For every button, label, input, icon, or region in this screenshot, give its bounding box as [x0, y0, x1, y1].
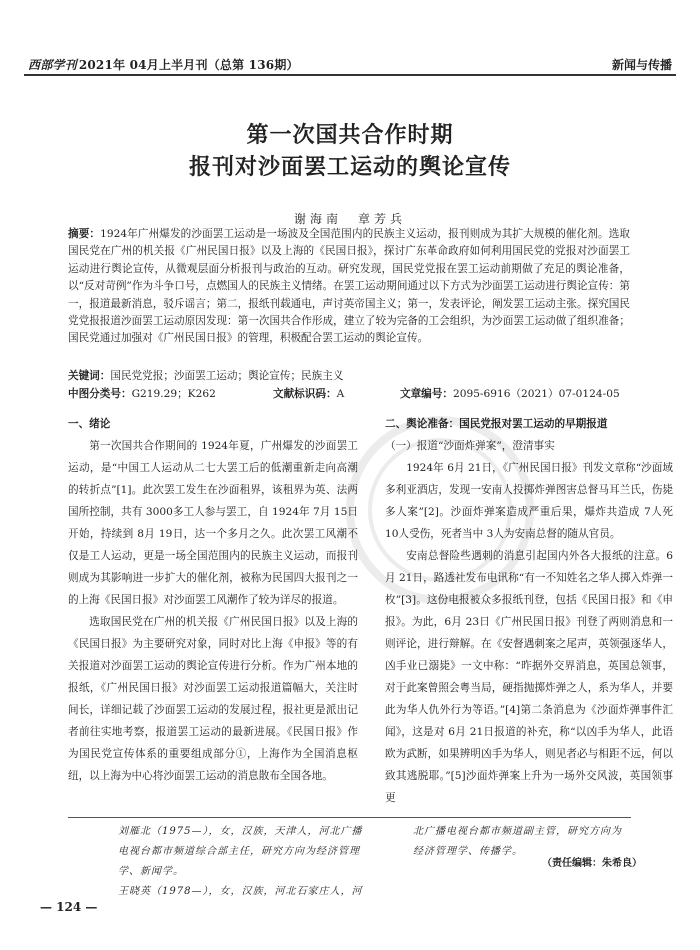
abstract-label: 摘要： — [68, 228, 101, 240]
responsible-editor: （责任编辑：朱希良） — [542, 858, 642, 869]
right-column — [385, 413, 673, 809]
paragraph: 1924年 6月 21日，《广州民国日报》刊发文章称“沙面域多利亚酒店，发现一安南人投掷炸弹图害总督马耳兰氏，伤毙多人案”[2]。沙面炸弹案造成严重后果，爆炸共造成 7人死 10人受伤，死者当中 3人为安南总督的随从官员。 — [385, 462, 673, 540]
article-title-line2: 报刊对沙面罢工运动的舆论宣传 — [188, 154, 511, 180]
article-title-line1: 第一次国共合作时期 — [246, 122, 454, 148]
author-note: 北广播电视台都市频道副主管，研究方向为经济管理学、传播学。 — [413, 826, 622, 857]
section-heading-preparation: 二、舆论准备：国民党报对罢工运动的早期报道 — [385, 418, 608, 430]
abstract — [68, 226, 630, 348]
section-name: 新闻与传播 — [611, 58, 672, 72]
article-number-label: 文章编号： — [400, 388, 453, 400]
author-notes-left — [118, 822, 363, 902]
paragraph: 第一次国共合作期间的 1924年夏，广州爆发的沙面罢工运动，是“中国工人运动从二七大罢工后的低潮重新走向高潮的转折点”[1]。此次罢工发生在沙面租界，该租界为英、法两国所控制，共有 3000多工人参与罢工，自 1924年 7月 15日开始，持续到 8月 19日，达一个多月之久。此次罢工风潮不仅是工人运动，更是一场全国范围内的民族主义运动，而报刊则成为其影响进一步扩大的催化剂，被称为民国四大报刊之一的上海《民国日报》对沙面罢工风潮作了较为详尽的报道。 — [68, 440, 358, 606]
keywords-text: 国民党党报；沙面罢工运动；舆论宣传；民族主义 — [110, 370, 344, 382]
header-divider — [24, 74, 676, 76]
doc-code-value: A — [336, 388, 345, 400]
doc-code-label: 文献标识码： — [273, 388, 337, 400]
journal-brand-logo: 西部学刊 — [28, 58, 77, 72]
journal-header — [28, 56, 299, 73]
section-heading-introduction: 一、绪论 — [68, 418, 111, 430]
article-authors: 谢海南 章芳兵 — [293, 212, 406, 226]
keywords-label: 关键词： — [68, 370, 111, 382]
left-column — [68, 413, 358, 787]
paragraph: 安南总督险些遇刺的消息引起国内外各大报纸的注意。6月 21日，路透社发布电讯称“有一不知姓名之华人掷入炸弹一枚”[3]。这份电报被众多报纸刊登，包括《民国日报》和《申报》。为此，6月 23日《广州民国日报》刊登了两则消息和一则评论，进行辩解。在《安督遇刺案之尾声，英领强逐华人，凶手业已溺毙》一文中称：“昨据外交界消息，英国总领事，对于此案曾照会粤当局，硬指抛掷炸弹之人，系为华人，并要此为华人仇外行为等语。”[4]第二条消息为《沙面炸弹事件汇闻》，这是对 6月 21日报道的补充，称“以凶手为华人，此语欧为武断，如果辨明凶手为华人，则见者必与相距不远，何以致其逃脱耶。”[5]沙面炸弹案上升为一场外交风波，英国领事更 — [385, 550, 673, 804]
clc-value: G219.29；K262 — [131, 388, 216, 400]
abstract-text: 1924年广州爆发的沙面罢工运动是一场波及全国范围内的民族主义运动，报刊则成为其扩大规模的催化剂。选取国民党在广州的机关报《广州民国日报》以及上海的《民国日报》，探讨广东革命政府如何利用国民党的党报对沙面罢工运动进行舆论宣传，从微观层面分析报刊与政治的互动。研究发现，国民党党报在罢工运动前期做了充足的舆论准备，以“反对苛例”作为斗争口号，点燃国人的民族主义情绪。在罢工运动期间通过以下方式为沙面罢工运动进行舆论宣传：第一，报道最新消息，驳斥谣言；第二，报纸刊载通电，声讨英帝国主义；第一，发表评论，阐发罢工运动主张。探究国民党党报报道沙面罢工运动原因发现：第一次国共合作形成，建立了较为完备的工会组织，为沙面罢工运动做了组织准备；国民党通过加强对《广州民国日报》的管理，积极配合罢工运动的舆论宣传。 — [68, 228, 630, 345]
article-number-value: 2095-6916（2021）07-0124-05 — [452, 388, 620, 400]
page-number: — 124 — — [40, 900, 98, 914]
author-note: 刘雁北（1975—），女，汉族，天津人，河北广播电视台都市频道综合部主任，研究方向为经济管理学、新闻学。 — [118, 826, 363, 877]
paragraph: 选取国民党在广州的机关报《广州民国日报》以及上海的《民国日报》为主要研究对象，同时对比上海《申报》等的有关报道对沙面罢工运动的舆论宣传进行分析。作为广州本地的报纸，《广州民国日报》对沙面罢工运动报道篇幅大，关注时间长，详细记载了沙面罢工运动的发展过程，报社更是派出记者前往实地考察，报道罢工运动的最新进展。《民国日报》作为国民党宣传体系的重要组成部分①，上海作为全国消息枢纽，以上海为中心将沙面罢工运动的消息散布全国各地。 — [68, 616, 358, 782]
footnote-divider — [68, 817, 631, 818]
author-note: 王晓英（1978—），女，汉族，河北石家庄人，河 — [118, 886, 363, 897]
clc-label: 中图分类号： — [68, 388, 132, 400]
journal-issue: 2021年 04月上半月刊（总第 136期） — [78, 58, 299, 72]
keywords — [68, 368, 630, 383]
subsection-heading: （一）报道“沙面炸弹案”，澄清事实 — [385, 440, 555, 452]
